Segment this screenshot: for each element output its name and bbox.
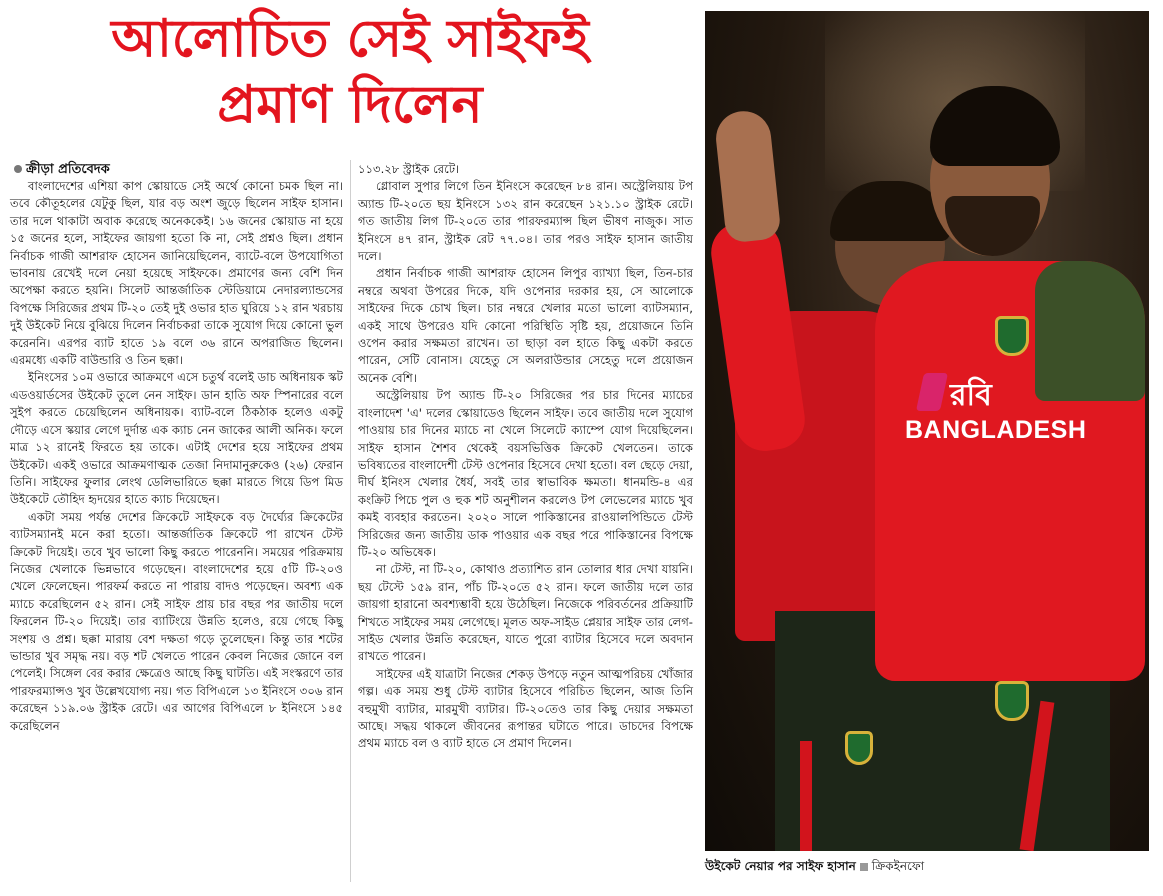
paragraph: সাইফের এই যাত্রাটা নিজের শেকড় উপড়ে নতুন আত্মপরিচয় খোঁজার গল্প। এক সময় শুধু টেস্ট ব্যাটার হিসেবে পরিচিত ছিলেন, আজ তিনি বহুমুখী ব্যাটার, মারমুখী ব্যাটার। টি-২০তেও তার কিছু দেয়ার সক্ষমতা আছে। সদ্ধয় থাকলে জীবনের রূপান্তর ঘটাতে পারে। ডাচদের বিপক্ষে প্রথম ম্যাচে বল ও ব্যাট হাতে সে প্রমাণ দিলেন।: [358, 666, 693, 751]
bcb-crest-icon: [995, 316, 1029, 356]
bcb-crest-icon: [845, 731, 873, 765]
paragraph: অস্ট্রেলিয়ায় টপ অ্যান্ড টি-২০ সিরিজের পর চার দিনের ম্যাচের বাংলাদেশ 'এ' দলের স্কোয়াডেও ছিলেন সাইফ। তবে জাতীয় দলে সুযোগ পাওয়ায় চার দিনের ম্যাচে না খেলে সিলেটে ক্যাম্পে যোগ দিয়েছিলেন। সাইফ হাসান শৈশব থেকেই বয়সভিত্তিক ক্রিকেট খেলতেন। তাকে ভবিষ্যতের বাংলাদেশী টেস্ট ওপেনার হিসেবে দেখা হতো। বল ছেড়ে দেয়া, দীর্ঘ ইনিংস খেলার ধৈর্য, সবই তার স্বাভাবিক ক্ষমতা। ধানমন্ডি-৪ এর কংক্রিট পিচে পুল ও হুক শট অনুশীলন করলেও টপ লেভেলের ম্যাচে খুব কমই ব্যবহার করতেন। ২০২০ সালে পাকিস্তানের রাওয়ালপিন্ডিতে টেস্ট সিরিজের জন্য জাতীয় ডাক পাওয়ার এক বছর পরে পাকিস্তানের বিপক্ষে টি-২০ অভিষেক।: [358, 388, 693, 559]
separator-icon: [860, 863, 868, 871]
paragraph: ১১৩.২৮ স্ট্রাইক রেটে।: [358, 162, 460, 176]
column-divider: [350, 160, 351, 882]
paragraph: প্রধান নির্বাচক গাজী আশরাফ হোসেন লিপুর ব্যাখ্যা ছিল, তিন-চার নম্বরে অথবা উপরের দিকে, যদি ওপেনার দরকার হয়, সে আলোকে সাইফের দিকে চোখ ছিল। চার নম্বরে খেলার মতো ভালো ব্যাটসম্যান, একই সাথে উপরেও যদি কোনো পরিস্থিতি সৃষ্টি হয়, প্রয়োজনে তিনি ওপেন করার সক্ষমতা রাখেন। তা ছাড়া বল হাতে কিছু একটা করতে পারেন, সেটি বোনাস। যেহেতু সে অলরাউন্ডার সেহেতু দলে প্রয়োজন অনেক বেশি।: [358, 266, 693, 385]
article-column-2: [358, 161, 693, 753]
byline-text: ক্রীড়া প্রতিবেদক: [26, 162, 110, 177]
paragraph: ইনিংসের ১০ম ওভারে আক্রমণে এসে চতুর্থ বলেই ডাচ অধিনায়ক স্কট এডওয়ার্ডসের উইকেট তুলে নেন সাইফ। ডান হাতি অফ স্পিনারের বলে সুইপ করতে চেয়েছিলেন অধিনায়ক। ব্যাট-বলে ঠিকঠাক হলেও একটু দৌড়ে এসে স্কয়ার লেগে দুর্দান্ত এক ক্যাচ নেন জাকের আলী অনিক। ফলে মাত্র ১২ রানেই ফিরতে হয় তাকে। এটাই দেশের হয়ে সাইফের প্রথম উইকেট। একই ওভারে আক্রমণাত্মক তেজা নিদামানুরুকেও (২৬) ফেরান তিনি। সাইফের ফুলার লেংথ ডেলিভারিতে ছক্কা মারতে গিয়ে ডিপ মিড উইকেটে তৌহিদ হৃদয়ের হাতে ক্যাচ দিয়েছেন।: [10, 370, 343, 507]
paragraph: বাংলাদেশের এশিয়া কাপ স্কোয়াডে সেই অর্থে কোনো চমক ছিল না। তবে কৌতূহলের যেটুকু ছিল, যার বড় অংশ জুড়ে ছিলেন সাইফ হাসান। তার দলে থাকাটা অবাক করেছে অনেককেই। ১৬ জনের স্কোয়াড না হয়ে ১৫ জনের হলে, সাইফের জায়গা হতো কি না, সেই প্রশ্নও ছিল। প্রধান নির্বাচক গাজী আশরাফ হোসেন জানিয়েছিলেন, ব্যাটে-বলে উপযোগিতা ভাবনায় রেখেই দলে নেয়া হয়েছে সাইফকে। প্রমাণের জন্য বেশি দিন অপেক্ষা করতে হয়নি। সিলেট আন্তর্জাতিক স্টেডিয়ামে নেদারল্যান্ডসের বিপক্ষে সিরিজের প্রথম টি-২০ তেই দুই ওভার হাত ঘুরিয়ে ১২ রান খরচায় দুই উইকেট নিয়ে বুঝিয়ে দিলেন নির্বাচকরা তাকে সুযোগ দিয়ে কোনো ভুল করেননি। এরপর ব্যাট হাতে ১৯ বলে ৩৬ রানে অপরাজিত ছিলেন। এরমধ্যে একটি বাউন্ডারি ও তিন ছক্কা।: [10, 179, 343, 368]
headline-line-1: আলোচিত সেই সাইফই: [111, 9, 589, 69]
caption-text: উইকেট নেয়ার পর সাইফ হাসান: [705, 859, 856, 873]
headline: [0, 6, 700, 138]
photo-credit: ক্রিকইনফো: [871, 859, 925, 873]
paragraph: গ্লোবাল সুপার লিগে তিন ইনিংসে করেছেন ৮৪ রান। অস্ট্রেলিয়ায় টপ অ্যান্ড টি-২০তে ছয় ইনিংসে ১৩২ রান করেছেন ১২১.১০ স্ট্রাইক রেটে। গত জাতীয় লিগ টি-২০তে তার পারফরম্যান্স ছিল ভীষণ নাজুক। সাত ইনিংসে ৪৭ রান, স্ট্রাইক রেট ৭৭.০৪। তার পরও সাইফ হাসান জাতীয় দলে।: [358, 179, 693, 264]
jersey-green-shoulder: [1035, 261, 1145, 401]
raised-arm: [707, 217, 808, 455]
raised-hand: [713, 108, 781, 243]
news-photo: [705, 11, 1149, 851]
sponsor-text: রবি: [950, 378, 992, 413]
player-beard: [945, 196, 1040, 256]
paragraph: না টেস্ট, না টি-২০, কোথাও প্রত্যাশিত রান তোলার ধার দেখা যায়নি। ছয় টেস্টে ১৫৯ রান, পাঁচ টি-২০তে ৫২ রান। ফলে জাতীয় দলে তার জায়গা হারানো অবশ্যম্ভাবী হয়ে উঠেছিল। নিজেকে পরিবর্তনের প্রক্রিয়াটি শিখতে সাইফের সময় লেগেছে। মূলত অফ-সাইড প্লেয়ার সাইফ তার লেগ-সাইড খেলার উন্নতি করেছেন, যাতে পুরো ব্যাটার হিসেবে দলে অবদান রাখতে পারেন।: [358, 562, 693, 664]
bullet-icon: [14, 165, 22, 173]
trouser-stripe: [800, 741, 812, 851]
jersey-text: BANGLADESH: [905, 416, 1087, 444]
bcb-crest-icon: [995, 681, 1029, 721]
photo-caption: [705, 858, 924, 878]
headline-line-2: প্রমাণ দিলেন: [217, 75, 483, 135]
paragraph: একটা সময় পর্যন্ত দেশের ক্রিকেটে সাইফকে বড় দৈর্ঘ্যের ক্রিকেটের ব্যাটসম্যানই মনে করা হতো। আন্তর্জাতিক ক্রিকেটে পা রাখেন টেস্ট ক্রিকেট দিয়েই। তবে খুব ভালো কিছু করতে পারেননি। সময়ের পরিক্রমায় নিজের খেলাকে ভিন্নভাবে গড়েছেন। বাংলাদেশের হয়ে ৫টি টি-২০ও খেলে ফেলেছেন। পারফর্ম করতে না পারায় বাদও পড়েছেন। অবশ্য এক ম্যাচে করেছিলেন ৫২ রান। সেই সাইফ প্রায় চার বছর পর জাতীয় দলে ফিরলেন টি-২০ দিয়েই। তার ব্যাটিংয়ে উন্নতি হলেও, রয়ে গেছে কিছু সংশয় ও প্রশ্ন। ছক্কা মারায় বেশ দক্ষতা গড়ে তুলেছেন। কিন্তু তার শটের ভান্ডার খুব সমৃদ্ধ নয়। বড় শট খেলতে পারেন কেবল নিজের জোনে বল পেলেই। সিঙ্গেল বের করার ক্ষেত্রেও আছে কিছু ঘাটতি। এই সংস্করণে তার পারফরম্যান্সও খুব উল্লেখযোগ্য নয়। গত বিপিএলে ১৩ ইনিংসে ৩০৬ রান করেছেন ১১৯.০৬ স্ট্রাইক রেটে। এর আগের বিপিএলে ৮ ইনিংসে ১৪৫ করেছিলেন: [10, 509, 343, 733]
article-column-1: [10, 178, 343, 735]
